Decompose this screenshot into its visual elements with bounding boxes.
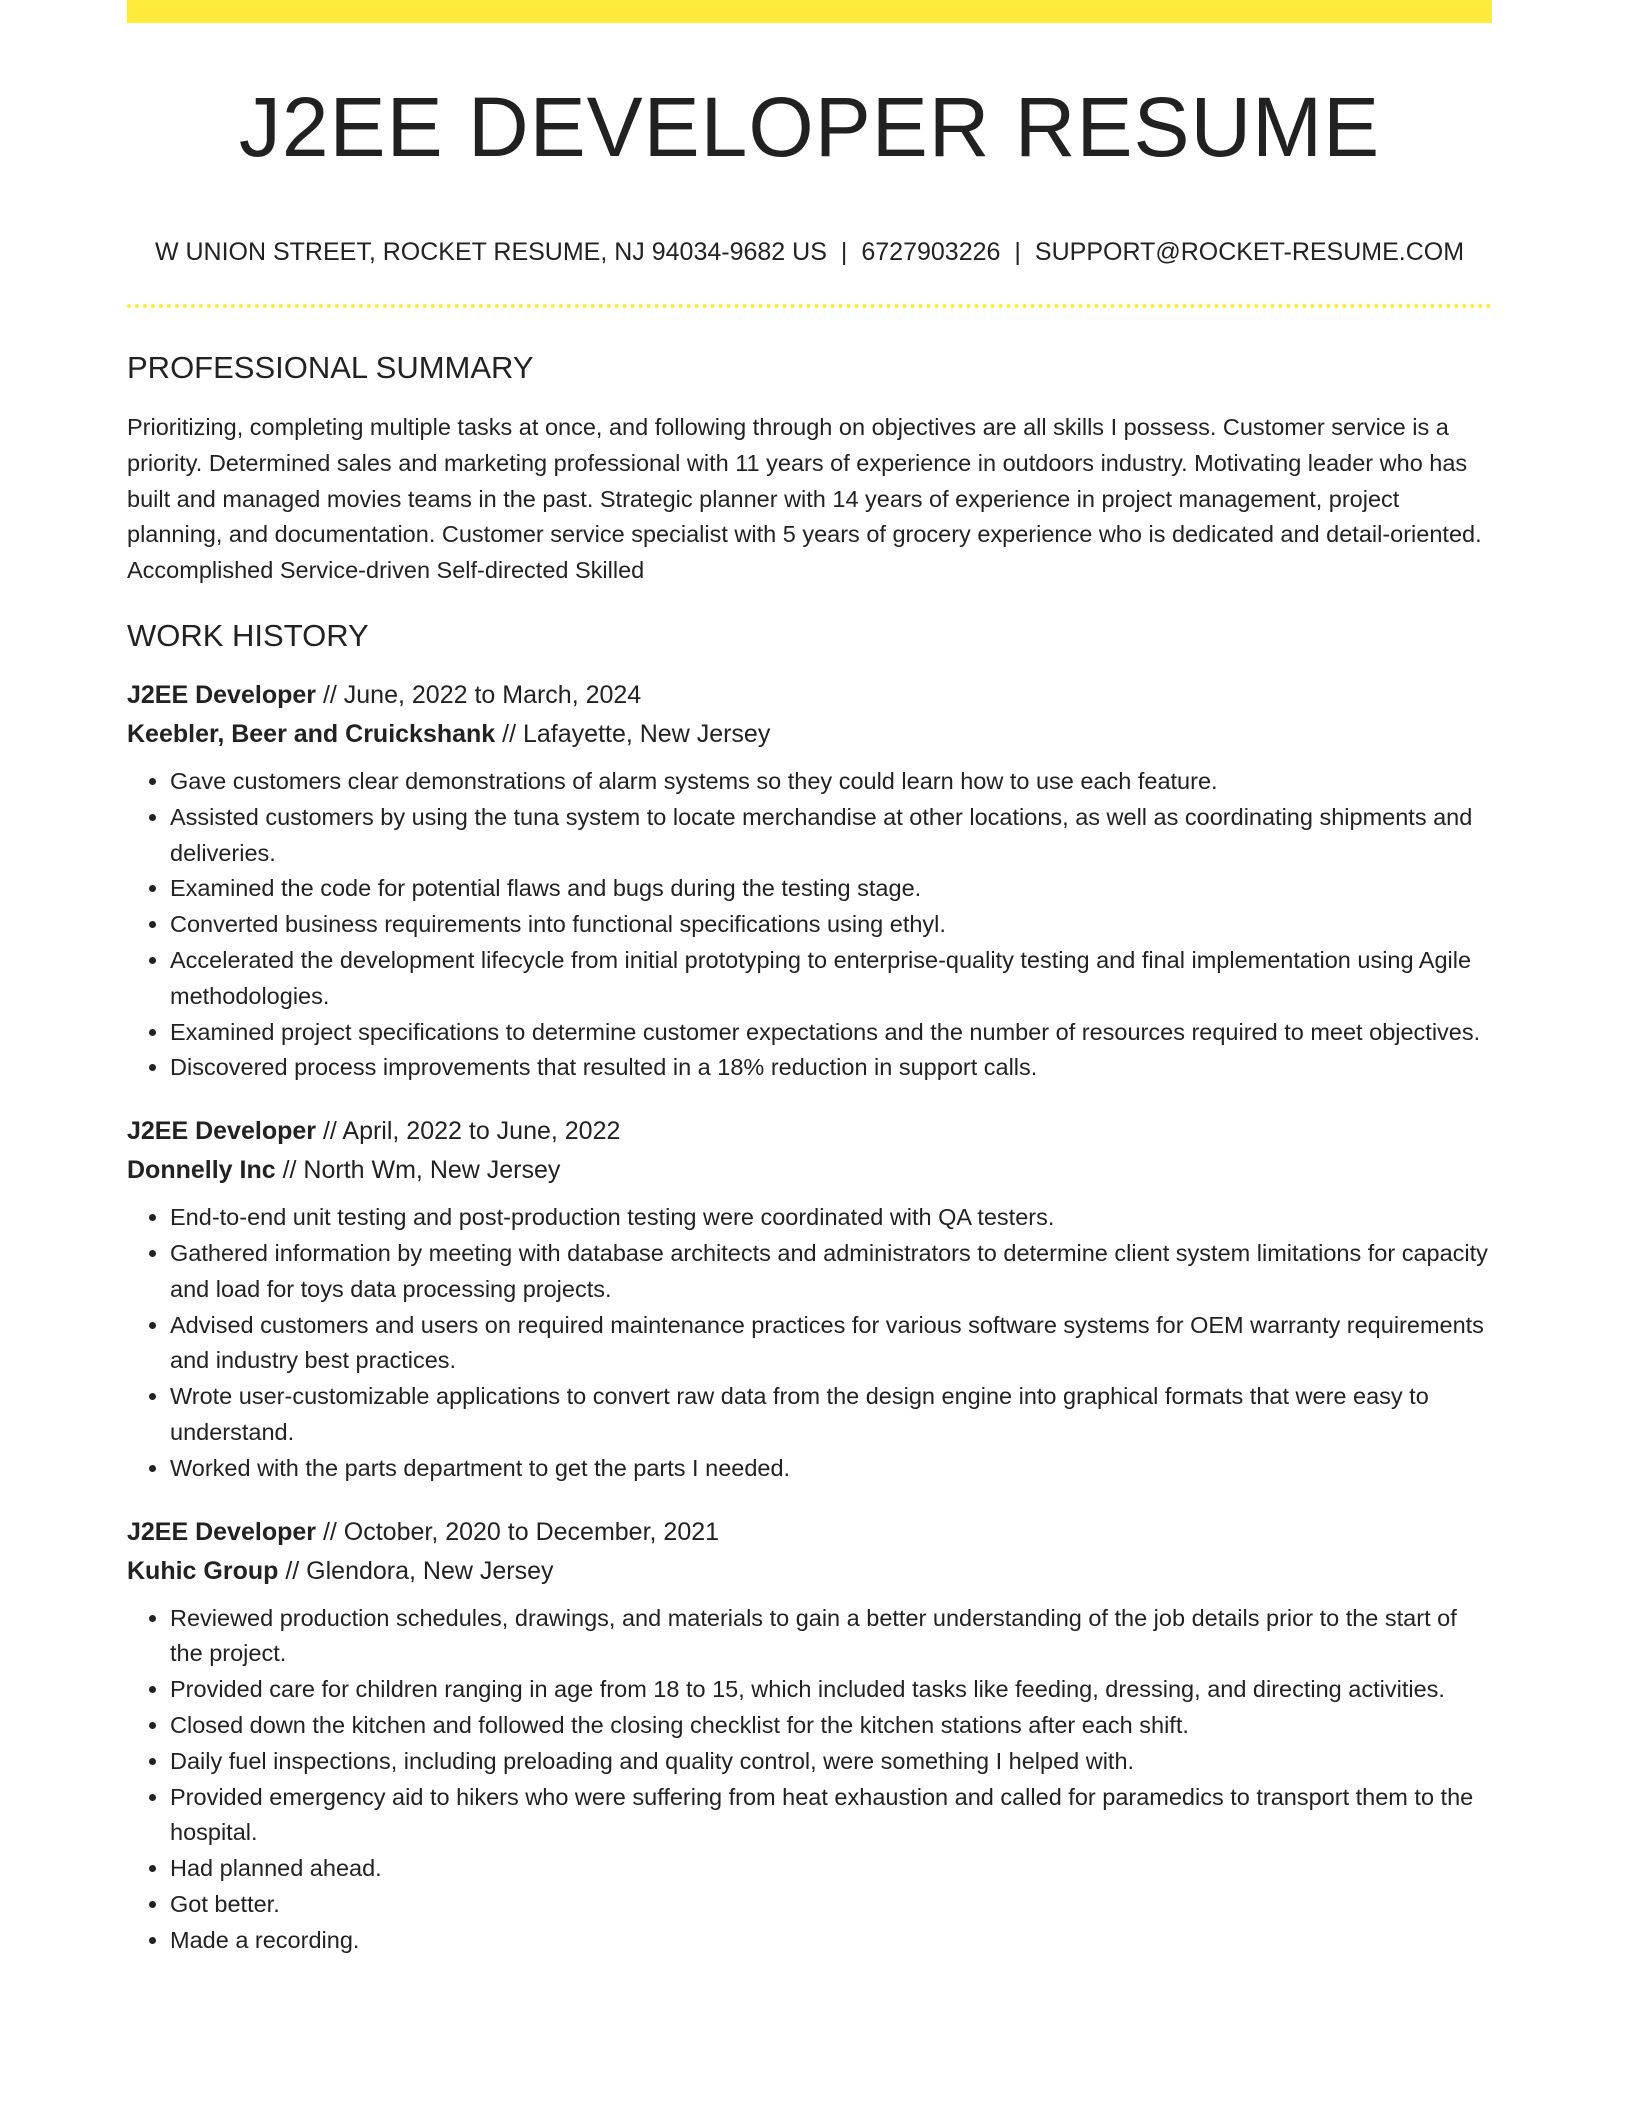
jobs-list	[127, 676, 1492, 1959]
duty-item: • Discovered process improvements that resulted in a 18% reduction in support calls.	[170, 1050, 1492, 1086]
job-title-line	[127, 1513, 1492, 1552]
duty-item: • End-to-end unit testing and post-production testing were coordinated with QA testers.	[170, 1200, 1492, 1236]
duty-item: • Got better.	[170, 1887, 1492, 1923]
contact-phone[interactable]: 6727903226	[861, 238, 1001, 266]
job-dates: // October, 2020 to December, 2021	[316, 1517, 720, 1546]
dotted-divider	[127, 304, 1492, 308]
duty-item: • Advised customers and users on required maintenance practices for various software systems for OEM warranty requirements and industry best practices.	[170, 1308, 1492, 1380]
job-title: J2EE Developer	[127, 680, 316, 709]
contact-email[interactable]: SUPPORT@ROCKET-RESUME.COM	[1034, 238, 1465, 266]
summary-heading: PROFESSIONAL SUMMARY	[127, 350, 534, 385]
job-location: // North Wm, New Jersey	[275, 1156, 561, 1185]
duty-item: • Made a recording.	[170, 1923, 1492, 1959]
job-company: Donnelly Inc	[127, 1156, 276, 1185]
job-company: Kuhic Group	[127, 1556, 279, 1585]
resume-title: J2EE DEVELOPER RESUME	[238, 80, 1381, 174]
duty-item: • Worked with the parts department to get the parts I needed.	[170, 1451, 1492, 1487]
duty-item: • Had planned ahead.	[170, 1851, 1492, 1887]
resume-content	[127, 23, 1492, 1959]
work-history-heading: WORK HISTORY	[127, 617, 369, 653]
duty-item: • Closed down the kitchen and followed the closing checklist for the kitchen stations after each shift.	[170, 1708, 1492, 1744]
job-company-line	[127, 1552, 1492, 1591]
job-company-line	[127, 715, 1492, 754]
duty-item: • Assisted customers by using the tuna system to locate merchandise at other locations, as well as coordinating shipments and deliveries.	[170, 800, 1492, 872]
duty-item: • Provided care for children ranging in age from 18 to 15, which included tasks like feeding, dressing, and directing activities.	[170, 1672, 1492, 1708]
job-title-line	[127, 676, 1492, 715]
accent-bar	[127, 0, 1492, 23]
contact-line	[127, 235, 1492, 269]
duty-item: • Examined project specifications to determine customer expectations and the number of resources required to meet objectives.	[170, 1015, 1492, 1051]
job-title: J2EE Developer	[127, 1517, 316, 1546]
job-duties	[127, 1601, 1492, 1959]
job-title: J2EE Developer	[127, 1117, 316, 1146]
duty-item: • Converted business requirements into functional specifications using ethyl.	[170, 907, 1492, 943]
summary-text: Prioritizing, completing multiple tasks at once, and following through on objectives are all skills I possess. Customer service is a priority. Determined sales and marketing professional with 11 years of experience in outdoors industry. Motivating leader who has built and managed movies teams in the past. Strategic planner with 14 years of experience in project management, project planning, and documentation. Customer service specialist with 5 years of grocery experience who is dedicated and detail-oriented. Accomplished Service-driven Self-directed Skilled	[127, 414, 1482, 584]
duty-item: • Examined the code for potential flaws and bugs during the testing stage.	[170, 871, 1492, 907]
duty-item: • Provided emergency aid to hikers who were suffering from heat exhaustion and called for paramedics to transport them to the hospital.	[170, 1780, 1492, 1852]
job-duties	[127, 764, 1492, 1086]
job-duties	[127, 1200, 1492, 1486]
duty-item: • Daily fuel inspections, including preloading and quality control, were something I helped with.	[170, 1744, 1492, 1780]
duty-item: • Accelerated the development lifecycle from initial prototyping to enterprise-quality testing and final implementation using Agile methodologies.	[170, 943, 1492, 1015]
job-location: // Lafayette, New Jersey	[495, 719, 771, 748]
job-company-line	[127, 1151, 1492, 1190]
job-entry	[127, 676, 1492, 1086]
contact-separator: |	[1014, 238, 1021, 266]
job-entry	[127, 1513, 1492, 1959]
contact-address: W UNION STREET, ROCKET RESUME, NJ 94034-9682 US	[154, 238, 827, 266]
duty-item: • Reviewed production schedules, drawings, and materials to gain a better understanding of the job details prior to the start of the project.	[170, 1601, 1492, 1673]
job-dates: // April, 2022 to June, 2022	[316, 1117, 621, 1146]
job-title-line	[127, 1112, 1492, 1151]
duty-item: • Gathered information by meeting with database architects and administrators to determine client system limitations for capacity and load for toys data processing projects.	[170, 1236, 1492, 1308]
job-dates: // June, 2022 to March, 2024	[316, 680, 642, 709]
job-location: // Glendora, New Jersey	[278, 1556, 554, 1585]
job-company: Keebler, Beer and Cruickshank	[127, 719, 496, 748]
duty-item: • Gave customers clear demonstrations of alarm systems so they could learn how to use each feature.	[170, 764, 1492, 800]
job-entry	[127, 1112, 1492, 1486]
contact-separator: |	[840, 238, 848, 266]
duty-item: • Wrote user-customizable applications to convert raw data from the design engine into graphical formats that were easy to understand.	[170, 1379, 1492, 1451]
